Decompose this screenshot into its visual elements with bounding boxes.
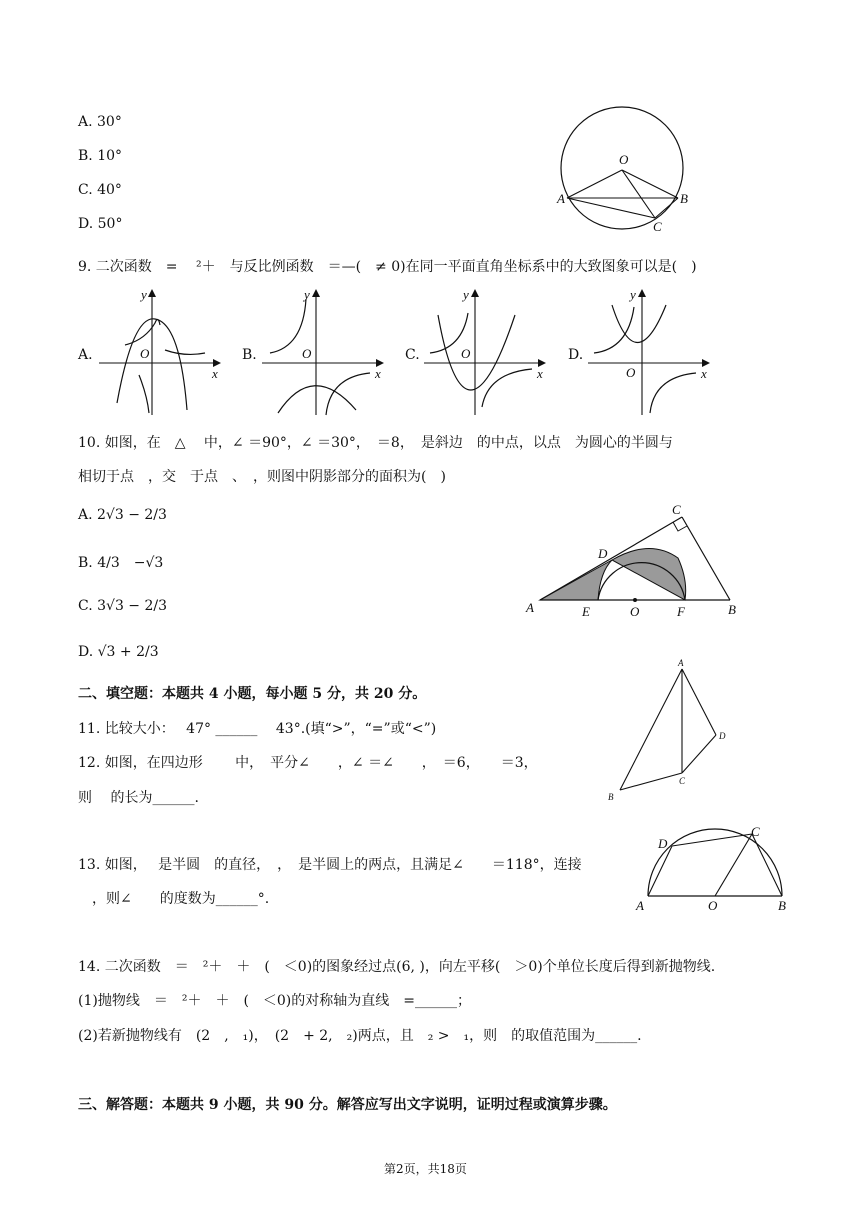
svg-text:A: A bbox=[678, 658, 684, 668]
chord-ac bbox=[567, 198, 655, 218]
q9-graph-d bbox=[584, 285, 714, 420]
svg-text:O: O bbox=[302, 346, 312, 361]
shaded-region-right bbox=[612, 548, 686, 600]
q14-part2: (2)若新抛物线有 (2 , ₁)， (2 + 2, ₂)两点，且 ₂ > ₁，则 的取值范围为______. bbox=[78, 1028, 642, 1044]
svg-text:B: B bbox=[728, 602, 736, 617]
q10-option-d: D. √3 + 2/3 bbox=[78, 644, 159, 660]
label-o: O bbox=[619, 152, 629, 167]
q8-option-b: B. 10° bbox=[78, 148, 123, 164]
q10-option-a: A. 2√3 − 2/3 bbox=[78, 507, 167, 523]
q10-stem-line2: 相切于点 ，交 于点 、 ，则图中阴影部分的面积为( ) bbox=[78, 469, 446, 485]
svg-text:F: F bbox=[677, 604, 685, 619]
q9-graph-c bbox=[420, 285, 550, 420]
svg-text:D: D bbox=[658, 836, 668, 851]
q13-semicircle-figure bbox=[632, 818, 797, 918]
svg-text:y: y bbox=[463, 287, 469, 302]
svg-text:y: y bbox=[630, 287, 636, 302]
q10-option-c: C. 3√3 − 2/3 bbox=[78, 598, 168, 614]
svg-text:y: y bbox=[141, 287, 147, 302]
q8-option-c: C. 40° bbox=[78, 182, 122, 198]
svg-text:O: O bbox=[140, 346, 150, 361]
q8-option-a: A. 30° bbox=[78, 114, 122, 130]
svg-text:O: O bbox=[630, 604, 640, 619]
svg-text:x: x bbox=[537, 366, 543, 381]
q10-option-b: B. 4/3 −√3 bbox=[78, 555, 164, 571]
svg-text:x: x bbox=[701, 366, 707, 381]
q10-triangle-figure bbox=[520, 500, 750, 625]
radius-ob bbox=[622, 170, 678, 198]
label-a: A bbox=[557, 191, 565, 206]
svg-text:x: x bbox=[212, 366, 218, 381]
svg-text:B: B bbox=[608, 792, 614, 802]
q9-option-b: B. bbox=[242, 347, 257, 363]
label-c: C bbox=[653, 219, 662, 234]
svg-text:D: D bbox=[598, 546, 608, 561]
svg-text:A: A bbox=[636, 898, 644, 913]
section3-heading: 三、解答题：本题共 9 小题，共 90 分。解答应写出文字说明，证明过程或演算步骤。 bbox=[78, 1097, 617, 1113]
q12-stem-line1: 12. 如图，在四边形 中， 平分∠ ，∠ ＝∠ ， ＝6， ＝3， bbox=[78, 755, 538, 771]
svg-text:C: C bbox=[672, 502, 681, 517]
page-number-footer: 第2页，共18页 bbox=[384, 1162, 467, 1176]
radius-oc bbox=[622, 170, 655, 218]
q9-graph-b bbox=[258, 285, 388, 420]
q8-option-d: D. 50° bbox=[78, 216, 123, 232]
svg-text:C: C bbox=[679, 776, 686, 786]
q14-stem: 14. 二次函数 ＝ ²＋ ＋ ( ＜0)的图象经过点(6, )，向左平移( ＞0)个单位长度后得到新抛物线. bbox=[78, 959, 716, 975]
q9-stem: 9. 二次函数 = ²＋ 与反比例函数 ＝—( ≠ 0)在同一平面直角坐标系中的大致图象可以是( ) bbox=[78, 259, 697, 275]
q12-quadrilateral-figure bbox=[600, 655, 740, 805]
svg-text:x: x bbox=[375, 366, 381, 381]
svg-text:A: A bbox=[526, 600, 534, 615]
q12-stem-line2: 则 的长为______. bbox=[78, 790, 199, 806]
svg-text:D: D bbox=[719, 731, 726, 741]
q9-option-d: D. bbox=[568, 347, 584, 363]
q8-circle-figure bbox=[555, 100, 705, 240]
section2-heading: 二、填空题：本题共 4 小题，每小题 5 分，共 20 分。 bbox=[78, 686, 427, 702]
q11-stem: 11. 比较大小： 47° ______ 43°.(填“>”，“=”或“<”) bbox=[78, 721, 437, 737]
q13-stem-line2: ，则∠ 的度数为______°. bbox=[78, 891, 270, 907]
q9-option-a: A. bbox=[78, 347, 93, 363]
chord-bc bbox=[655, 198, 678, 218]
label-b: B bbox=[680, 191, 688, 206]
q13-stem-line1: 13. 如图， 是半圆 的直径， ， 是半圆上的两点，且满足∠ ＝118°，连接 bbox=[78, 857, 582, 873]
q9-option-c: C. bbox=[405, 347, 420, 363]
svg-text:O: O bbox=[626, 365, 636, 380]
svg-text:C: C bbox=[751, 824, 760, 839]
radius-oa bbox=[567, 170, 622, 198]
q14-part1: (1)抛物线 ＝ ²＋ ＋ ( ＜0)的对称轴为直线 =______； bbox=[78, 993, 472, 1009]
svg-text:E: E bbox=[582, 604, 590, 619]
q10-stem-line1: 10. 如图，在 △ 中，∠ ＝90°，∠ ＝30°， ＝8， 是斜边 的中点，以点 为圆心的半圆与 bbox=[78, 435, 673, 451]
svg-text:O: O bbox=[708, 898, 718, 913]
svg-text:O: O bbox=[461, 346, 471, 361]
svg-text:y: y bbox=[304, 287, 310, 302]
q9-graph-a bbox=[95, 285, 225, 420]
svg-text:B: B bbox=[778, 898, 786, 913]
